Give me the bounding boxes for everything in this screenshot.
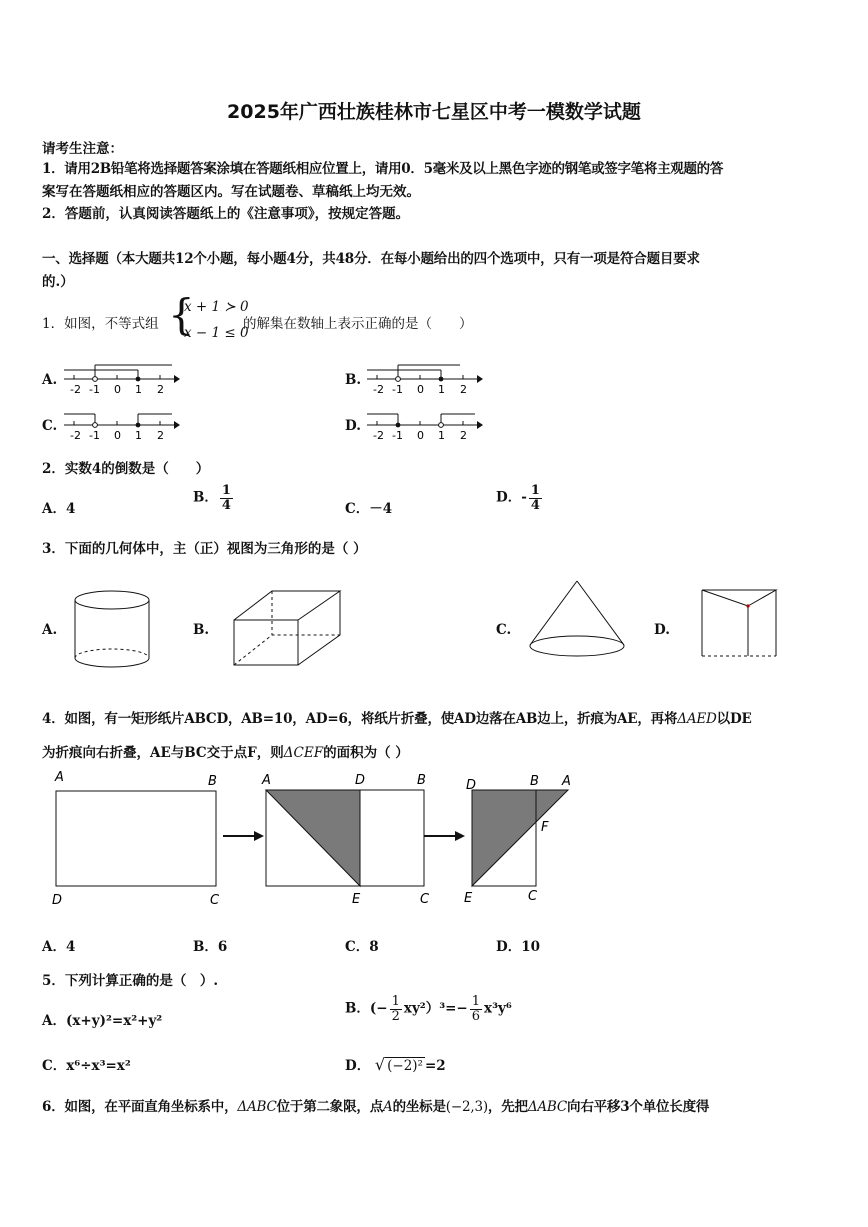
q2-option-a-value: 4	[65, 501, 76, 517]
coordinate-a: (−2,3)	[445, 1099, 488, 1115]
q2-option-d-label: D．	[496, 489, 522, 506]
tick-label: 0	[114, 383, 121, 396]
q4-option-d-value: 10	[521, 939, 541, 955]
notice-line-1: 1．请用2B铅笔将选择题答案涂填在答题纸相应位置上，请用0．5毫米及以上黑色字迹的钢笔或签字笔将主观题的答	[42, 161, 724, 177]
tick-label: 2	[460, 383, 467, 396]
q1-option-d-label: D.	[345, 418, 361, 434]
inequality-2: x − 1 ≤ 0	[184, 325, 249, 341]
notice-line-2: 案写在答题纸相应的答题区内。写在试题卷、草稿纸上均无效。	[42, 184, 420, 200]
question-4-line-2: 为折痕向右折叠，AE与BC交于点F，则	[42, 745, 284, 761]
point-label: B	[208, 774, 217, 789]
point-label: D	[466, 778, 477, 793]
point-label: B	[417, 773, 426, 788]
q2-option-c-label: C．	[345, 501, 370, 517]
fold-figure-1	[46, 768, 231, 908]
q3-option-d-label: D.	[654, 622, 670, 638]
tick-label: 0	[417, 383, 424, 396]
q2-option-c-value: －4	[369, 501, 393, 517]
tick-label: 2	[460, 429, 467, 442]
point-label: C	[210, 893, 220, 908]
q3-option-b-label: B.	[193, 622, 210, 638]
tick-label: 1	[438, 383, 445, 396]
point-label: C	[528, 889, 538, 904]
question-4-text: 4．如图，有一矩形纸片ABCD，AB=10，AD=6，将纸片折叠，使AD边落在AB边上，折痕为AE，再将	[42, 711, 678, 727]
q5-option-c-text: x⁶÷x³=x²	[66, 1058, 131, 1074]
question-5-stem: 5．下列计算正确的是（ ）.	[42, 973, 219, 989]
tick-label: -1	[89, 383, 100, 396]
cone-figure	[525, 578, 629, 662]
point-label: A	[262, 773, 271, 788]
tick-label: 1	[438, 429, 445, 442]
q1-option-b-label: B.	[345, 372, 362, 388]
radical-icon: √	[374, 1055, 386, 1074]
tick-label: -2	[70, 429, 81, 442]
q5-option-c-label: C．	[42, 1058, 67, 1074]
q5-option-a-label: A．	[42, 1013, 66, 1029]
q1-option-a-label: A.	[42, 372, 58, 388]
number-line-c	[62, 408, 182, 442]
q5-fraction-half: $\frac{1}{2}$	[391, 994, 400, 1024]
q2-option-d-fraction: $\frac{1}{4}$	[530, 483, 540, 513]
point-label: E	[464, 891, 473, 906]
triangle-cef: ΔCEF	[283, 745, 324, 761]
q4-option-c-label: C．	[345, 939, 370, 955]
cuboid-figure	[228, 588, 346, 668]
notice-line-3: 2．答题前，认真阅读答题纸上的《注意事项》，按规定答题。	[42, 206, 410, 222]
point-label: F	[541, 820, 549, 835]
point-label: D	[52, 893, 63, 908]
tick-label: 0	[417, 429, 424, 442]
notice-heading: 请考生注意：	[42, 141, 123, 157]
q2-option-d-sign: -	[521, 489, 527, 506]
number-line-a	[62, 362, 182, 396]
cylinder-figure	[72, 590, 154, 670]
q4-option-a-value: 4	[65, 939, 76, 955]
question-6-text-2: 位于第二象限，点	[276, 1099, 384, 1115]
q5-option-b-post: x³y⁶	[484, 1000, 512, 1017]
q5-option-d-post: =2	[424, 1058, 446, 1074]
question-4-line-2-cont: 的面积为（ ）	[323, 745, 409, 761]
question-4-text-cont: 以DE	[716, 711, 752, 727]
q4-option-b-label: B．	[193, 939, 218, 955]
q4-option-c-value: 8	[369, 939, 379, 955]
q5-fraction-sixth: $\frac{1}{6}$	[471, 994, 481, 1024]
tick-label: -2	[373, 429, 384, 442]
q5-option-b-label: B．	[345, 1000, 370, 1017]
tick-label: -2	[373, 383, 384, 396]
q4-option-b-value: 6	[217, 939, 228, 955]
q5-option-b-mid: xy²）³=−	[403, 1000, 468, 1017]
section-1-heading-cont: 的.）	[42, 274, 74, 290]
q5-radicand: (−2)²	[387, 1058, 423, 1074]
triangular-prism-figure	[698, 584, 782, 660]
q2-option-a-label: A．	[42, 501, 66, 517]
tick-label: 2	[157, 383, 164, 396]
section-1-heading: 一、选择题（本大题共12个小题，每小题4分，共48分．在每小题给出的四个选项中，只有一项是符合题目要求	[42, 251, 700, 267]
q3-option-a-label: A.	[42, 622, 58, 638]
tick-label: -1	[392, 383, 403, 396]
inequality-1: x + 1 ≻ 0	[184, 299, 249, 315]
point-label: A	[562, 774, 571, 789]
fold-figure-2	[258, 768, 438, 908]
tick-label: -2	[70, 383, 81, 396]
point-label: C	[420, 892, 430, 907]
question-1-suffix: 的解集在数轴上表示正确的是（ ）	[243, 316, 473, 332]
question-2-stem: 2．实数4的倒数是（ ）	[42, 461, 210, 477]
tick-label: 2	[157, 429, 164, 442]
q5-option-b-pre: (−	[369, 1000, 388, 1017]
q4-option-d-label: D．	[496, 939, 522, 955]
question-3-stem: 3．下面的几何体中，主（正）视图为三角形的是（ ）	[42, 541, 367, 557]
tick-label: 1	[135, 429, 142, 442]
number-line-b	[365, 362, 485, 396]
question-1-prefix: 1．如图，不等式组	[42, 316, 159, 332]
question-6-text: 6．如图，在平面直角坐标系中，	[42, 1099, 238, 1115]
point-a: A	[383, 1099, 393, 1115]
q4-option-a-label: A．	[42, 939, 66, 955]
tick-label: -1	[392, 429, 403, 442]
q2-option-b-label: B．	[193, 489, 218, 506]
q5-option-a-text: (x+y)²=x²+y²	[65, 1013, 163, 1029]
number-line-d	[365, 408, 485, 442]
triangle-abc: ΔABC	[237, 1099, 277, 1115]
triangle-aed: ΔAED	[677, 711, 717, 727]
q3-option-c-label: C.	[496, 622, 512, 638]
q2-option-b-fraction: $\frac{1}{4}$	[221, 483, 231, 513]
q5-option-d-label: D．	[345, 1058, 371, 1074]
question-6-text-4: ，先把	[487, 1099, 528, 1115]
page-title: 2025年广西壮族桂林市七星区中考一模数学试题	[227, 101, 641, 123]
question-6-text-5: 向右平移3个单位长度得	[567, 1099, 710, 1115]
tick-label: -1	[89, 429, 100, 442]
tick-label: 1	[135, 383, 142, 396]
point-label: B	[530, 774, 539, 789]
tick-label: 0	[114, 429, 121, 442]
question-6-text-3: 的坐标是	[392, 1099, 446, 1115]
brace-icon: {	[168, 290, 195, 339]
fold-figure-3	[460, 768, 580, 908]
point-label: D	[355, 773, 366, 788]
point-label: A	[55, 770, 64, 785]
q1-option-c-label: C.	[42, 418, 58, 434]
point-label: E	[352, 892, 361, 907]
triangle-abc-2: ΔABC	[527, 1099, 568, 1115]
